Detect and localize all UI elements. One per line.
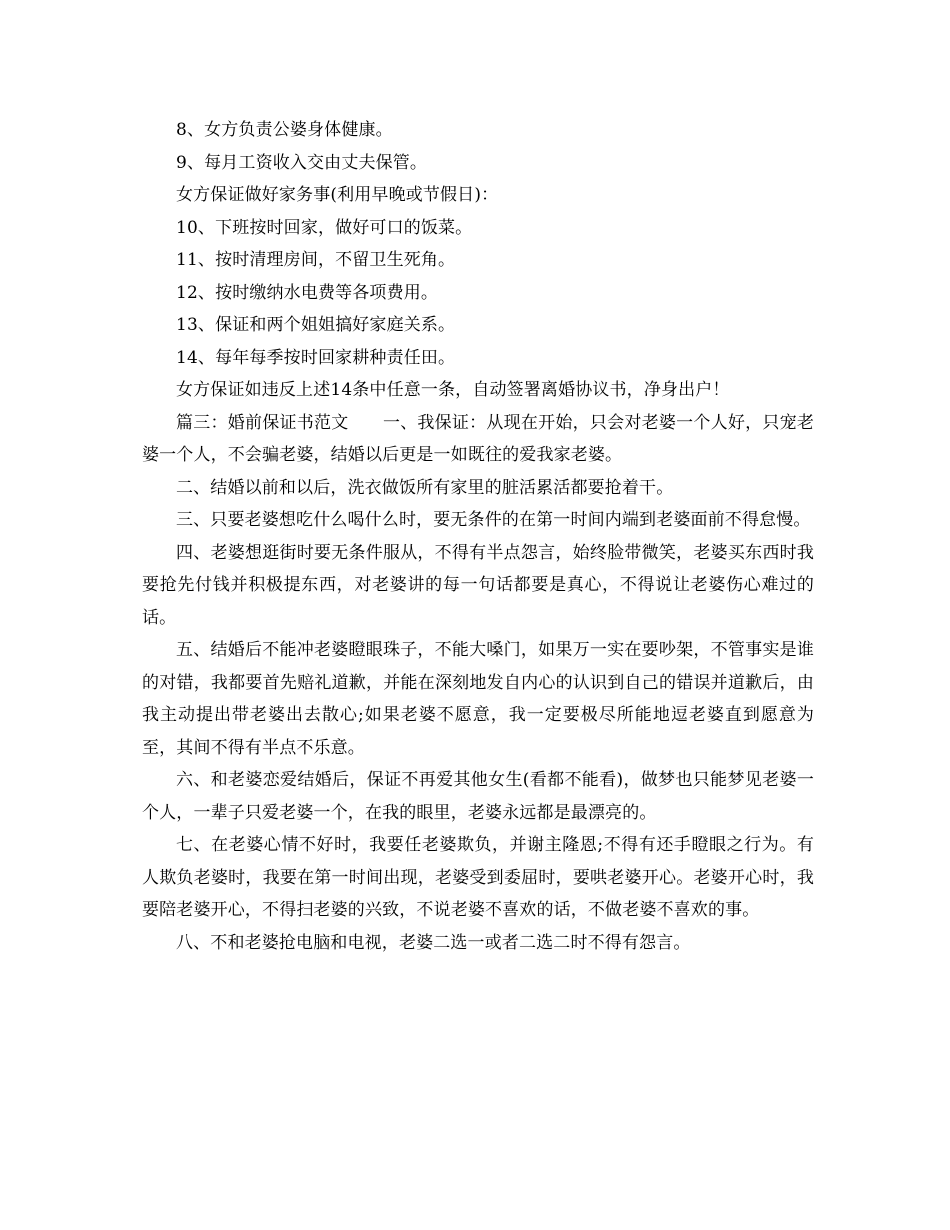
paragraph-item-10: 10、下班按时回家，做好可口的饭菜。 [176, 217, 473, 238]
paragraph-eighth: 八、不和老婆抢电脑和电视，老婆二选一或者二选二时不得有怨言。 [176, 932, 691, 953]
paragraph-item-9: 9、每月工资收入交由丈夫保管。 [176, 152, 428, 173]
paragraph-third: 三、只要老婆想吃什么喝什么时，要无条件的在第一时间内端到老婆面前不得怠慢。 [176, 510, 811, 530]
paragraph-housework-heading: 女方保证做好家务事(利用早晚或节假日)： [176, 185, 499, 205]
paragraph-item-13: 13、保证和两个姐姐搞好家庭关系。 [176, 315, 456, 335]
document-body [142, 114, 814, 959]
paragraph-item-14: 14、每年每季按时回家耕种责任田。 [176, 347, 456, 368]
paragraph-seventh: 七、在老婆心情不好时，我要任老婆欺负，并谢主隆恩;不得有还手瞪眼之行为。有人欺负老婆时，我要在第一时间出现，老婆受到委屈时，要哄老婆开心。老婆开心时，我要陪老婆开心，不得扫老婆的兴致，不说老婆不喜欢的话，不做老婆不喜欢的事。 [142, 835, 814, 920]
paragraph-second: 二、结婚以前和以后，洗衣做饭所有家里的脏活累活都要抢着干。 [176, 477, 674, 498]
paragraph-item-8: 8、女方负责公婆身体健康。 [176, 120, 393, 140]
paragraph-violation-clause: 女方保证如违反上述14条中任意一条，自动签署离婚协议书，净身出户！ [176, 380, 730, 400]
paragraph-section-three-first: 篇三：婚前保证书范文 一、我保证：从现在开始，只会对老婆一个人好，只宠老婆一个人，不会骗老婆，结婚以后更是一如既往的爱我家老婆。 [142, 412, 814, 465]
paragraph-fourth: 四、老婆想逛街时要无条件服从，不得有半点怨言，始终脸带微笑，老婆买东西时我要抢先付钱并积极提东西，对老婆讲的每一句话都要是真心，不得说让老婆伤心难过的话。 [142, 542, 814, 628]
paragraph-sixth: 六、和老婆恋爱结婚后，保证不再爱其他女生(看都不能看)，做梦也只能梦见老婆一个人，一辈子只爱老婆一个，在我的眼里，老婆永远都是最漂亮的。 [142, 770, 814, 823]
paragraph-item-12: 12、按时缴纳水电费等各项费用。 [176, 282, 439, 303]
paragraph-fifth: 五、结婚后不能冲老婆瞪眼珠子，不能大嗓门，如果万一实在要吵架，不管事实是谁的对错，我都要首先赔礼道歉，并能在深刻地发自内心的认识到自己的错误并道歉后，由我主动提出带老婆出去散心;如果老婆不愿意，我一定要极尽所能地逗老婆直到愿意为至，其间不得有半点不乐意。 [142, 640, 814, 758]
paragraph-item-11: 11、按时清理房间，不留卫生死角。 [176, 250, 456, 270]
